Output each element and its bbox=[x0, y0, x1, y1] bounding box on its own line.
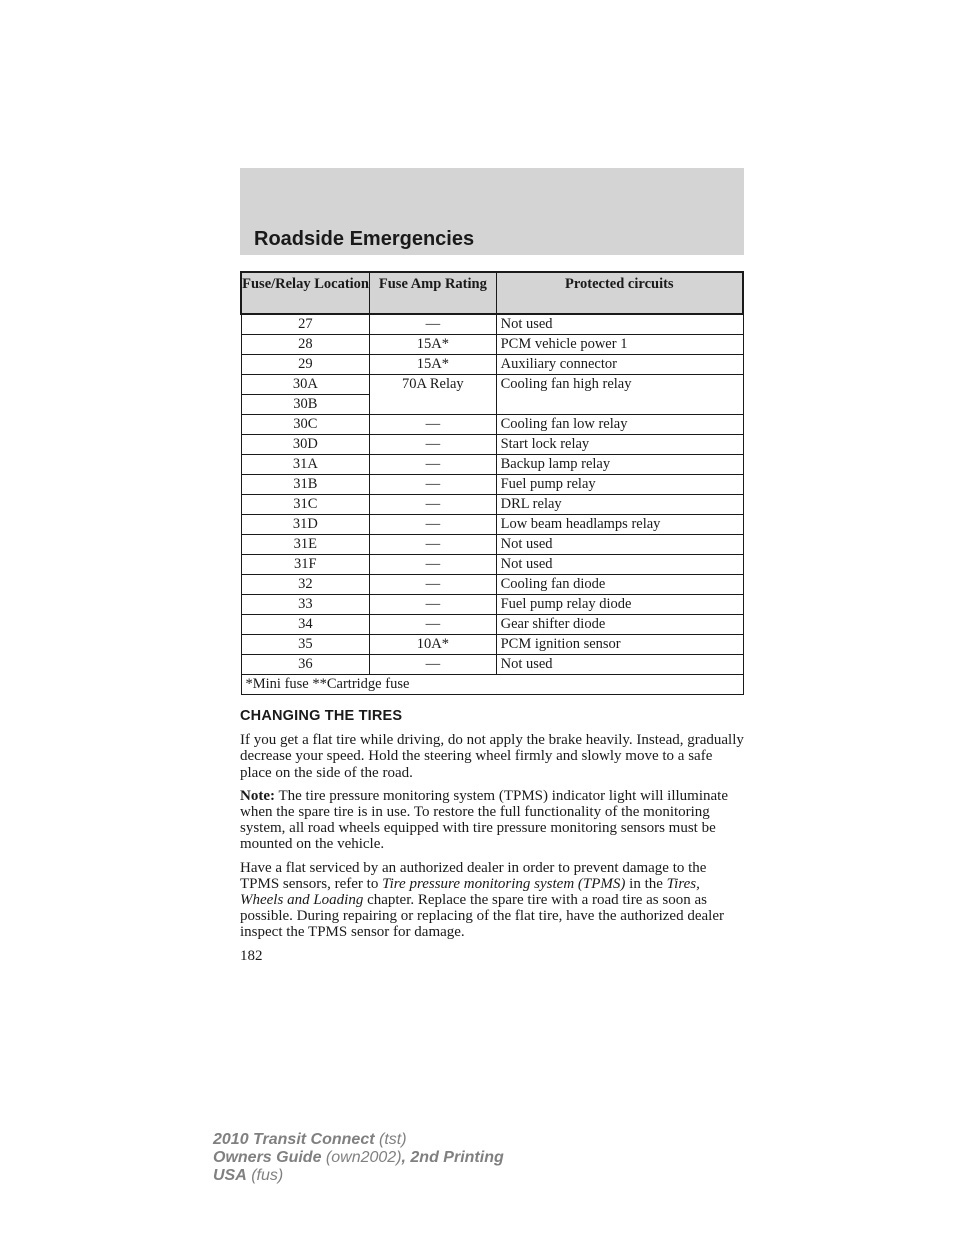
paragraph-text: in the bbox=[625, 875, 667, 892]
footer-guide: Owners Guide bbox=[213, 1149, 322, 1166]
footer-line-3 bbox=[213, 1167, 504, 1185]
note-text: The tire pressure monitoring system (TPMS) indicator light will illuminate when the spare tire is in use. To restore the full functionality of the monitoring system, all road wheels equipped with tire pressure monitoring sensors must be mounted on the vehicle. bbox=[240, 787, 728, 853]
cell-rating: — bbox=[370, 455, 496, 475]
footer-guide-code: (own2002) bbox=[321, 1149, 402, 1166]
cell-circuit: Cooling fan low relay bbox=[496, 415, 743, 435]
section-header bbox=[240, 168, 744, 255]
cell-location: 31F bbox=[241, 555, 370, 575]
table-footnote: *Mini fuse **Cartridge fuse bbox=[241, 675, 743, 695]
footer-market-code: (fus) bbox=[246, 1167, 284, 1184]
cell-location: 28 bbox=[241, 335, 370, 355]
table-footnote-row bbox=[241, 675, 743, 695]
table-row bbox=[241, 575, 743, 595]
table-row bbox=[241, 555, 743, 575]
cell-location: 33 bbox=[241, 595, 370, 615]
cell-location: 27 bbox=[241, 314, 370, 335]
cell-location: 34 bbox=[241, 615, 370, 635]
cell-location: 36 bbox=[241, 655, 370, 675]
cell-circuit: Not used bbox=[496, 555, 743, 575]
table-row bbox=[241, 455, 743, 475]
cell-circuit: Gear shifter diode bbox=[496, 615, 743, 635]
table-row bbox=[241, 655, 743, 675]
cell-location: 30D bbox=[241, 435, 370, 455]
cell-rating: — bbox=[370, 515, 496, 535]
cross-reference-chapter: Tires, Wheels and Loading bbox=[240, 875, 700, 909]
cell-circuit: Cooling fan high relay bbox=[496, 375, 743, 415]
cell-rating: 15A* bbox=[370, 355, 496, 375]
cell-rating: — bbox=[370, 435, 496, 455]
cell-circuit: DRL relay bbox=[496, 495, 743, 515]
cell-circuit: Cooling fan diode bbox=[496, 575, 743, 595]
footer-model: 2010 Transit Connect bbox=[213, 1131, 375, 1148]
cell-location: 30C bbox=[241, 415, 370, 435]
cell-rating: — bbox=[370, 495, 496, 515]
table-row bbox=[241, 335, 743, 355]
cell-rating: — bbox=[370, 655, 496, 675]
main-content bbox=[240, 708, 744, 964]
footer-market: USA bbox=[213, 1167, 247, 1184]
table-row bbox=[241, 515, 743, 535]
cell-location: 31E bbox=[241, 535, 370, 555]
cell-rating: — bbox=[370, 475, 496, 495]
paragraph-flat-tire bbox=[240, 732, 744, 781]
cell-rating: — bbox=[370, 555, 496, 575]
cell-rating: 10A* bbox=[370, 635, 496, 655]
table-header-row bbox=[241, 272, 743, 314]
table-row bbox=[241, 615, 743, 635]
table-row bbox=[241, 314, 743, 335]
paragraph-note bbox=[240, 788, 744, 853]
table-row bbox=[241, 375, 743, 395]
cell-rating: — bbox=[370, 415, 496, 435]
footer-line-2 bbox=[213, 1149, 504, 1167]
cell-rating: — bbox=[370, 575, 496, 595]
cell-location: 31D bbox=[241, 515, 370, 535]
paragraph-service bbox=[240, 860, 744, 941]
section-heading: CHANGING THE TIRES bbox=[240, 708, 403, 724]
cell-circuit: Start lock relay bbox=[496, 435, 743, 455]
note-label: Note: bbox=[240, 787, 275, 804]
cell-location: 30B bbox=[241, 395, 370, 415]
cell-circuit: Not used bbox=[496, 535, 743, 555]
cell-circuit: PCM ignition sensor bbox=[496, 635, 743, 655]
document-footer bbox=[213, 1131, 504, 1185]
table-row bbox=[241, 415, 743, 435]
cell-rating: 70A Relay bbox=[370, 375, 496, 415]
paragraph-text: If you get a flat tire while driving, do not apply the brake heavily. Instead, gradually decrease your speed. Hold the steering wheel firmly and slowly move to a safe place on the side of the road. bbox=[240, 732, 744, 781]
table-row bbox=[241, 495, 743, 515]
cell-rating: — bbox=[370, 535, 496, 555]
table-row bbox=[241, 435, 743, 455]
table-row bbox=[241, 635, 743, 655]
fuse-table bbox=[240, 271, 744, 695]
cell-circuit: Not used bbox=[496, 655, 743, 675]
cell-location: 29 bbox=[241, 355, 370, 375]
cell-location: 31A bbox=[241, 455, 370, 475]
paragraph-text: chapter. Replace the spare tire with a road tire as soon as possible. During repairing or replacing of the flat tire, have the authorized dealer inspect the TPMS sensor for damage. bbox=[240, 892, 724, 941]
cell-circuit: Backup lamp relay bbox=[496, 455, 743, 475]
cell-circuit: PCM vehicle power 1 bbox=[496, 335, 743, 355]
cell-circuit: Auxiliary connector bbox=[496, 355, 743, 375]
cell-location: 32 bbox=[241, 575, 370, 595]
cell-location: 30A bbox=[241, 375, 370, 395]
cell-rating: 15A* bbox=[370, 335, 496, 355]
page-number: 182 bbox=[240, 947, 263, 964]
cross-reference-tpms: Tire pressure monitoring system (TPMS) bbox=[382, 875, 626, 892]
cell-location: 31C bbox=[241, 495, 370, 515]
paragraph-text: Have a flat serviced by an authorized dealer in order to prevent damage to the TPMS sensors, refer to bbox=[240, 859, 707, 892]
cell-rating: — bbox=[370, 314, 496, 335]
cell-circuit: Not used bbox=[496, 314, 743, 335]
cell-circuit: Fuel pump relay diode bbox=[496, 595, 743, 615]
footer-printing: , 2nd Printing bbox=[401, 1149, 504, 1166]
cell-location: 31B bbox=[241, 475, 370, 495]
footer-line-1 bbox=[213, 1131, 504, 1149]
cell-location: 35 bbox=[241, 635, 370, 655]
table-row bbox=[241, 535, 743, 555]
table-row bbox=[241, 475, 743, 495]
column-header-rating: Fuse Amp Rating bbox=[370, 272, 496, 314]
table-row bbox=[241, 595, 743, 615]
table-row bbox=[241, 355, 743, 375]
column-header-circuits: Protected circuits bbox=[496, 272, 743, 314]
page-title: Roadside Emergencies bbox=[254, 228, 475, 250]
cell-rating: — bbox=[370, 595, 496, 615]
footer-model-code: (tst) bbox=[374, 1131, 407, 1148]
cell-circuit: Fuel pump relay bbox=[496, 475, 743, 495]
column-header-location: Fuse/Relay Location bbox=[241, 272, 370, 314]
cell-rating: — bbox=[370, 615, 496, 635]
cell-circuit: Low beam headlamps relay bbox=[496, 515, 743, 535]
